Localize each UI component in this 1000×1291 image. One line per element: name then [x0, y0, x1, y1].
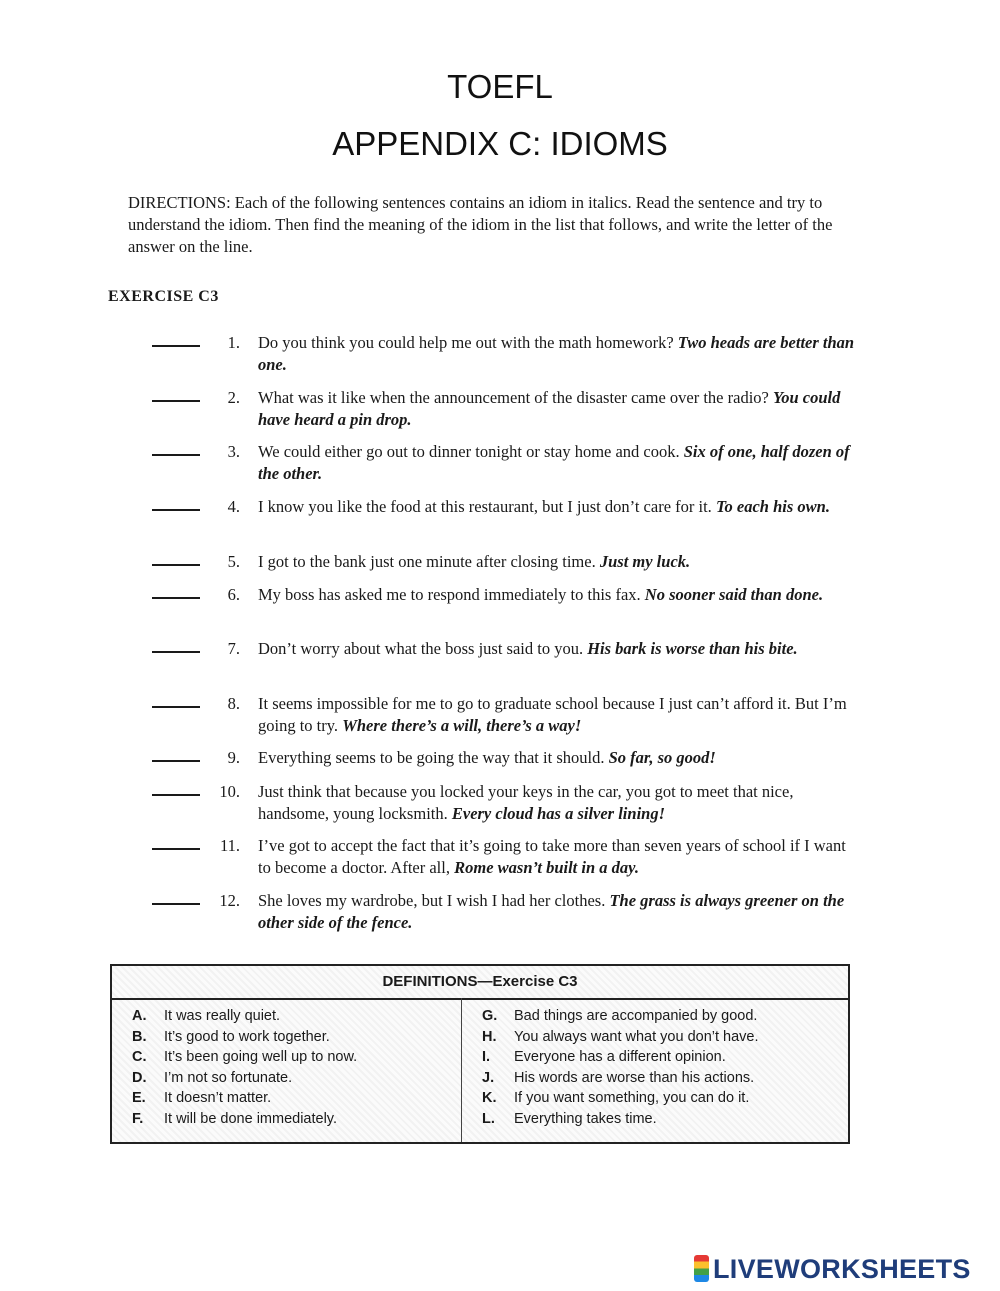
- question-idiom: Six of one, half dozen of the other.: [258, 442, 850, 483]
- question-number: 7.: [227, 639, 240, 658]
- question-number: 4.: [227, 497, 240, 516]
- answer-blank[interactable]: [152, 848, 200, 850]
- question-number: 6.: [227, 585, 240, 604]
- definition-item: [482, 1047, 759, 1068]
- question-text: [258, 890, 858, 934]
- question-idiom: Just my luck.: [599, 552, 691, 571]
- definition-text: You always want what you don’t have.: [514, 1028, 759, 1045]
- question-text: [258, 387, 858, 431]
- definition-item: [482, 1109, 759, 1130]
- answer-blank[interactable]: [152, 903, 200, 905]
- question-idiom: Every cloud has a silver lining!: [451, 804, 665, 823]
- definition-text: I’m not so fortunate.: [164, 1069, 293, 1086]
- question-number: 12.: [219, 891, 240, 910]
- definition-text: His words are worse than his actions.: [514, 1069, 755, 1086]
- question-idiom: His bark is worse than his bite.: [587, 639, 798, 658]
- question-sentence: My boss has asked me to respond immediately to this fax.: [258, 585, 641, 604]
- question-number: 11.: [219, 836, 240, 855]
- answer-blank[interactable]: [152, 509, 200, 511]
- answer-blank[interactable]: [152, 760, 200, 762]
- definition-letter: H.: [482, 1028, 497, 1045]
- definition-item: [132, 1109, 357, 1130]
- question-sentence: Just think that because you locked your keys in the car, you got to meet that nice, handsome, young locksmith.: [258, 782, 794, 823]
- question-number: 1.: [227, 333, 240, 352]
- question-text: [258, 835, 858, 879]
- definitions-box: [110, 964, 850, 1144]
- definition-letter: A.: [132, 1008, 147, 1024]
- question-number: 2.: [227, 388, 240, 407]
- question-text: [258, 584, 858, 606]
- definition-letter: J.: [482, 1069, 495, 1086]
- definition-text: It will be done immediately.: [164, 1110, 338, 1127]
- definitions-left-column: [132, 1006, 357, 1129]
- question-number: 3.: [227, 442, 240, 461]
- definition-item: [482, 1006, 759, 1027]
- question-idiom: Rome wasn’t built in a day.: [454, 858, 639, 877]
- definition-text: Everyone has a different opinion.: [514, 1049, 726, 1065]
- question-text: [258, 638, 858, 660]
- question-text: [258, 551, 858, 573]
- definition-letter: I.: [482, 1049, 491, 1065]
- definition-item: [482, 1068, 759, 1089]
- question-idiom: You could have heard a pin drop.: [258, 388, 841, 429]
- question-sentence: We could either go out to dinner tonight or stay home and cook.: [258, 442, 680, 461]
- definition-letter: F.: [132, 1110, 144, 1127]
- question-sentence: What was it like when the announcement of the disaster came over the radio?: [258, 388, 769, 407]
- definition-item: [132, 1047, 357, 1068]
- definitions-title: DEFINITIONS—Exercise C3: [112, 966, 848, 1000]
- definition-letter: L.: [482, 1110, 495, 1127]
- question-text: [258, 781, 858, 825]
- question-idiom: Two heads are better than one.: [258, 333, 855, 374]
- definition-text: It’s good to work together.: [164, 1028, 330, 1045]
- definition-item: [132, 1088, 357, 1109]
- question-idiom: Where there’s a will, there’s a way!: [342, 716, 582, 735]
- directions-text: DIRECTIONS: Each of the following sentences contains an idiom in italics. Read the sentence and try to understand the idiom. Then find the meaning of the idiom in the list that follows, and write the letter of the answer on the line.: [128, 193, 833, 256]
- answer-blank[interactable]: [152, 651, 200, 653]
- exercise-label: EXERCISE C3: [108, 288, 219, 305]
- liveworksheets-logo[interactable]: [694, 1253, 971, 1285]
- question-number: 10.: [219, 782, 240, 801]
- definition-text: Bad things are accompanied by good.: [514, 1008, 758, 1024]
- logo-text: LIVEWORKSHEETS: [713, 1254, 971, 1284]
- definition-letter: C.: [132, 1049, 147, 1065]
- answer-blank[interactable]: [152, 597, 200, 599]
- definition-item: [132, 1006, 357, 1027]
- definition-item: [132, 1068, 357, 1089]
- question-sentence: Do you think you could help me out with the math homework?: [258, 333, 674, 352]
- question-number: 9.: [227, 748, 240, 767]
- question-text: [258, 693, 858, 737]
- answer-blank[interactable]: [152, 345, 200, 347]
- definitions-divider: [461, 998, 462, 1142]
- definition-letter: K.: [482, 1090, 497, 1106]
- answer-blank[interactable]: [152, 706, 200, 708]
- question-idiom: No sooner said than done.: [644, 585, 824, 604]
- definitions-right-column: [482, 1006, 759, 1129]
- question-sentence: Don’t worry about what the boss just said to you.: [258, 639, 584, 658]
- question-number: 8.: [227, 694, 240, 713]
- question-sentence: It seems impossible for me to go to graduate school because I just can’t afford it. But I’m going to try.: [258, 694, 847, 735]
- page-subtitle: APPENDIX C: IDIOMS: [332, 125, 668, 162]
- definition-text: If you want something, you can do it.: [514, 1090, 750, 1106]
- definition-letter: G.: [482, 1008, 498, 1024]
- definition-letter: B.: [132, 1028, 147, 1045]
- definition-letter: D.: [132, 1069, 147, 1086]
- question-sentence: Everything seems to be going the way that it should.: [258, 748, 605, 767]
- answer-blank[interactable]: [152, 400, 200, 402]
- answer-blank[interactable]: [152, 794, 200, 796]
- answer-blank[interactable]: [152, 454, 200, 456]
- definition-item: [482, 1088, 759, 1109]
- question-text: [258, 747, 858, 769]
- question-sentence: I’ve got to accept the fact that it’s going to take more than seven years of school if I want to become a doctor. After all,: [258, 836, 846, 877]
- question-text: [258, 441, 858, 485]
- question-number: 5.: [227, 552, 240, 571]
- question-sentence: I got to the bank just one minute after closing time.: [258, 552, 596, 571]
- definition-letter: E.: [132, 1090, 146, 1106]
- question-idiom: So far, so good!: [608, 748, 716, 767]
- question-sentence: She loves my wardrobe, but I wish I had her clothes.: [258, 891, 606, 910]
- definition-text: It was really quiet.: [164, 1008, 281, 1024]
- definition-text: It’s been going well up to now.: [164, 1049, 358, 1065]
- definition-item: [132, 1027, 357, 1048]
- question-text: [258, 332, 858, 376]
- page-title: TOEFL: [447, 68, 553, 105]
- liveworksheets-logo-icon: [694, 1255, 709, 1282]
- definition-text: It doesn’t matter.: [164, 1090, 272, 1106]
- question-idiom: The grass is always greener on the other side of the fence.: [258, 891, 845, 932]
- question-sentence: I know you like the food at this restaurant, but I just don’t care for it.: [258, 497, 712, 516]
- question-text: [258, 496, 858, 518]
- question-idiom: To each his own.: [715, 497, 830, 516]
- answer-blank[interactable]: [152, 564, 200, 566]
- definition-text: Everything takes time.: [514, 1110, 657, 1127]
- definition-item: [482, 1027, 759, 1048]
